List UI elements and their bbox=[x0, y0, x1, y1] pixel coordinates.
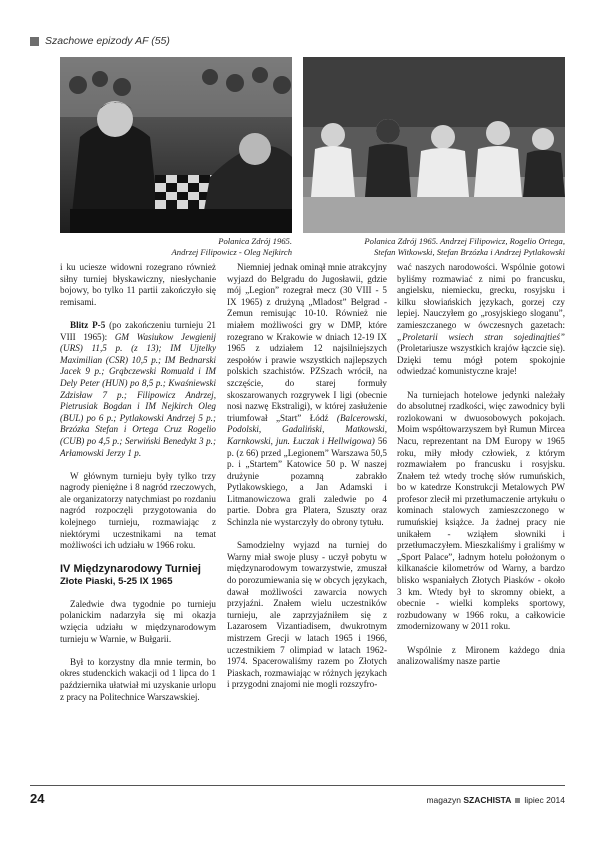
left-photo-caption bbox=[60, 236, 292, 257]
header-title: Szachowe epizody AF (55) bbox=[45, 35, 170, 47]
footer-rule bbox=[30, 785, 565, 786]
footer-square-icon bbox=[515, 798, 520, 803]
col3-paragraph-1 bbox=[397, 262, 565, 378]
start-lodz-team: (Balcerowski, Podolski, Gadaliński, Matkowski, Karnkowski, jun. Łuczak i Hellwigowa) bbox=[227, 412, 387, 446]
col3-paragraph-3: Wspólnie z Mironem każdego dnia analizowaliśmy nasze partie bbox=[397, 644, 565, 667]
right-photo-caption bbox=[303, 236, 565, 257]
footer-mag-title: SZACHISTA bbox=[463, 795, 512, 805]
col1-paragraph-4: Zaledwie dwa tygodnie po turnieju polanickim nadarzyła się mi okazja wzięcia udziału w międzynarodowym turnieju w Warnie, w Bułgarii. bbox=[60, 598, 216, 644]
page-number: 24 bbox=[30, 791, 45, 806]
running-header bbox=[30, 34, 170, 48]
col3-p1-a: wać naszych narodowości. Wspólnie gotowi byliśmy rozmawiać z nimi po francusku, angielsku, niemiecku, grecku, rosyjsku i kilku słowiańskich językach, gorzej czy lepiej. Nauczyłem go „rosyjskiego sloganu”, zamieszczanego w ówczesnych gazetach: bbox=[397, 262, 565, 330]
footer-magazine bbox=[426, 795, 565, 805]
col3-p1-c: (Proletariusze wszystkich krajów łączcie się). Dzięki temu mógł potem spokojnie odwiedzać komunistyczne kraje! bbox=[397, 343, 565, 377]
col2-p1-c: 56 p. (z 66) przed „Legionem” Warszawa 50,5 p. i „Startem” Katowice 50 p. W naszej drużynie pozamną zabrakło Pytlakowskiego, a Jan Adamski i Litmanowiczowa grali zaledwie po 4 partie. Dobra gra Platera, Szuszty oraz Schinzla nie wystarczyły do obrony tytułu. bbox=[227, 435, 387, 528]
blitz-results: GM Wasiukow Jewgienij (URS) 11,5 p. (z 13); IM Ujtelky Maximilian (CSR) 10,5 p.; IM Bednarski Jacek 9 p.; Grąbczewski Romuald i IM Dely Peter (HUN) po 8,5 p.; Kwaśniewski Zdzisław 7 p.; Filipowicz Andrzej, Pietrusiak Bogdan i IM Nejkirch Oleg (BUL) po 6 p.; Pytlakowski Andrzej 5 p.; Brzózka Stefan i Ortega Cruz Rogelio (CUB) po 4,5 p.; Serwiński Benedykt 3 p.; Arłamowski Jerzy 1 p. bbox=[60, 331, 216, 458]
col3-paragraph-2: Na turniejach hotelowe jedynki należały do absolutnej rzadkości, więc zawodnicy byli rozlokowani w dwuosobowych pokojach. Moim współtowarzyszem był Rumun Mircea Nacu, reprezentant na DM Europy w 1965 roku, miły młody człowiek, z którym rozmawiałem po francusku i rosyjsku. Znałem też wtedy trochę słów rumuńskich, bo w katedrze Konstrukcji Metalowych PW profesor zlecił mi przetłumaczenie artykułu o kominach stalowych zamieszczonego w rumuńskiej książce. Ja żadnej pracy nie unikałem - wziąłem słowniki i przetłumaczyłem. Mieszkaliśmy i graliśmy w „Sport Palace”, ładnym hotelu położonym o kilkanaście kilometrów od Warny, a bardzo blisko wspaniałych Złotych Piasków - około 3 km. Wtedy był to skromny obiekt, a obecnie - wielki kompleks sportowy, rozbudowany w 1966 roku, a całkowicie zmodernizowany w 2011 roku. bbox=[397, 389, 565, 632]
column-1 bbox=[60, 262, 216, 703]
left-caption-line-2: Andrzej Filipowicz - Oleg Nejkirch bbox=[171, 246, 292, 257]
footer-issue: lipiec 2014 bbox=[524, 795, 565, 805]
blitz-label: Blitz P-5 bbox=[70, 319, 106, 330]
col1-paragraph-2 bbox=[60, 320, 216, 459]
col1-paragraph-1: i ku uciesze widowni rozegrano również siłny turniej błyskawiczny, niesłychanie bojowy, bo tylko 11 partii zakończyło się remisami. bbox=[60, 262, 216, 307]
section-heading: IV Międzynarodowy Turniej bbox=[60, 562, 201, 575]
left-caption-line-1: Polanica Zdrój 1965. bbox=[218, 236, 292, 246]
photo-group bbox=[303, 57, 565, 233]
col1-paragraph-5: Był to korzystny dla mnie termin, bo okres studenckich wakacji od 1 lipca do 1 października ułatwiał mi uzyskanie urlopu z pracy na Politechnice Warszawskiej. bbox=[60, 656, 216, 702]
header-square-icon bbox=[30, 37, 39, 46]
column-3 bbox=[397, 262, 565, 668]
section-subheading: Złote Piaski, 5-25 IX 1965 bbox=[60, 575, 173, 587]
col2-p1-a: Niemniej jednak ominął mnie atrakcyjny wyjazd do Belgradu do Jugosławii, gdzie mój „Legion” rozegrał mecz (30 VIII - 5 IX 1965) z drużyną „Mladost” Belgrad - Zemun remisując 10-10. Również nie miałem możliwości gry w DMP, które rozegrano w Krakowie w dniach 12-19 IX 1965 z udziałem 12 najsilniejszych zespołów i prawie wszystkich najlepszych polskich szachistów. PZSzach wrócił, na szczęście, do starej formuły skoszarowanych rozgrywek I ligi (obecnie nosi nazwę Ekstraligi), w której zasłużenie triumfował „Start” Łódź bbox=[227, 262, 387, 423]
slogan: „Proletarii wsiech stran sojedinajtieś” bbox=[397, 331, 565, 342]
col2-paragraph-1 bbox=[227, 262, 387, 529]
photo-chess-game bbox=[60, 57, 292, 233]
col2-paragraph-2: Samodzielny wyjazd na turniej do Warny miał swoje plusy - uczył pobytu w międzynarodowym towarzystwie, zmuszał do porozumiewania się w obcych językach, dawał możliwości zawarcia nowych przyjaźni. Znałem wielu uczestników turnieju, ale zaprzyjaźniłem się z Lazarosem Vizantiadisem, dwukrotnym mistrzem Grecji w latach 1965 i 1966, uczestnikiem 7 olimpiad w latach 1962-1974. Spacerowaliśmy razem po Złotych Piaskach, rozmawiając w różnych językach i przygodni znajomi nie mogli rozszyfro- bbox=[227, 540, 387, 690]
col1-paragraph-3: W głównym turnieju były tylko trzy nagrody pieniężne i 8 nagród rzeczowych, ale organizatorzy natychmiast po rozdaniu nagród rozpoczęli przygotowania do kolejnego turnieju, rozmawiając z niektórymi uczestnikami na temat możliwości ich udziału w 1966 roku. bbox=[60, 470, 216, 551]
footer-mag-prefix: magazyn bbox=[426, 795, 461, 805]
blitz-intro: (po zakończeniu turnieju 21 VIII 1965): bbox=[60, 319, 216, 342]
right-caption-line-2: Stefan Witkowski, Stefan Brzózka i Andrzej Pytlakowski bbox=[373, 246, 565, 257]
column-2 bbox=[227, 262, 387, 691]
right-caption-line-1: Polanica Zdrój 1965. Andrzej Filipowicz, Rogelio Ortega, bbox=[364, 236, 565, 246]
